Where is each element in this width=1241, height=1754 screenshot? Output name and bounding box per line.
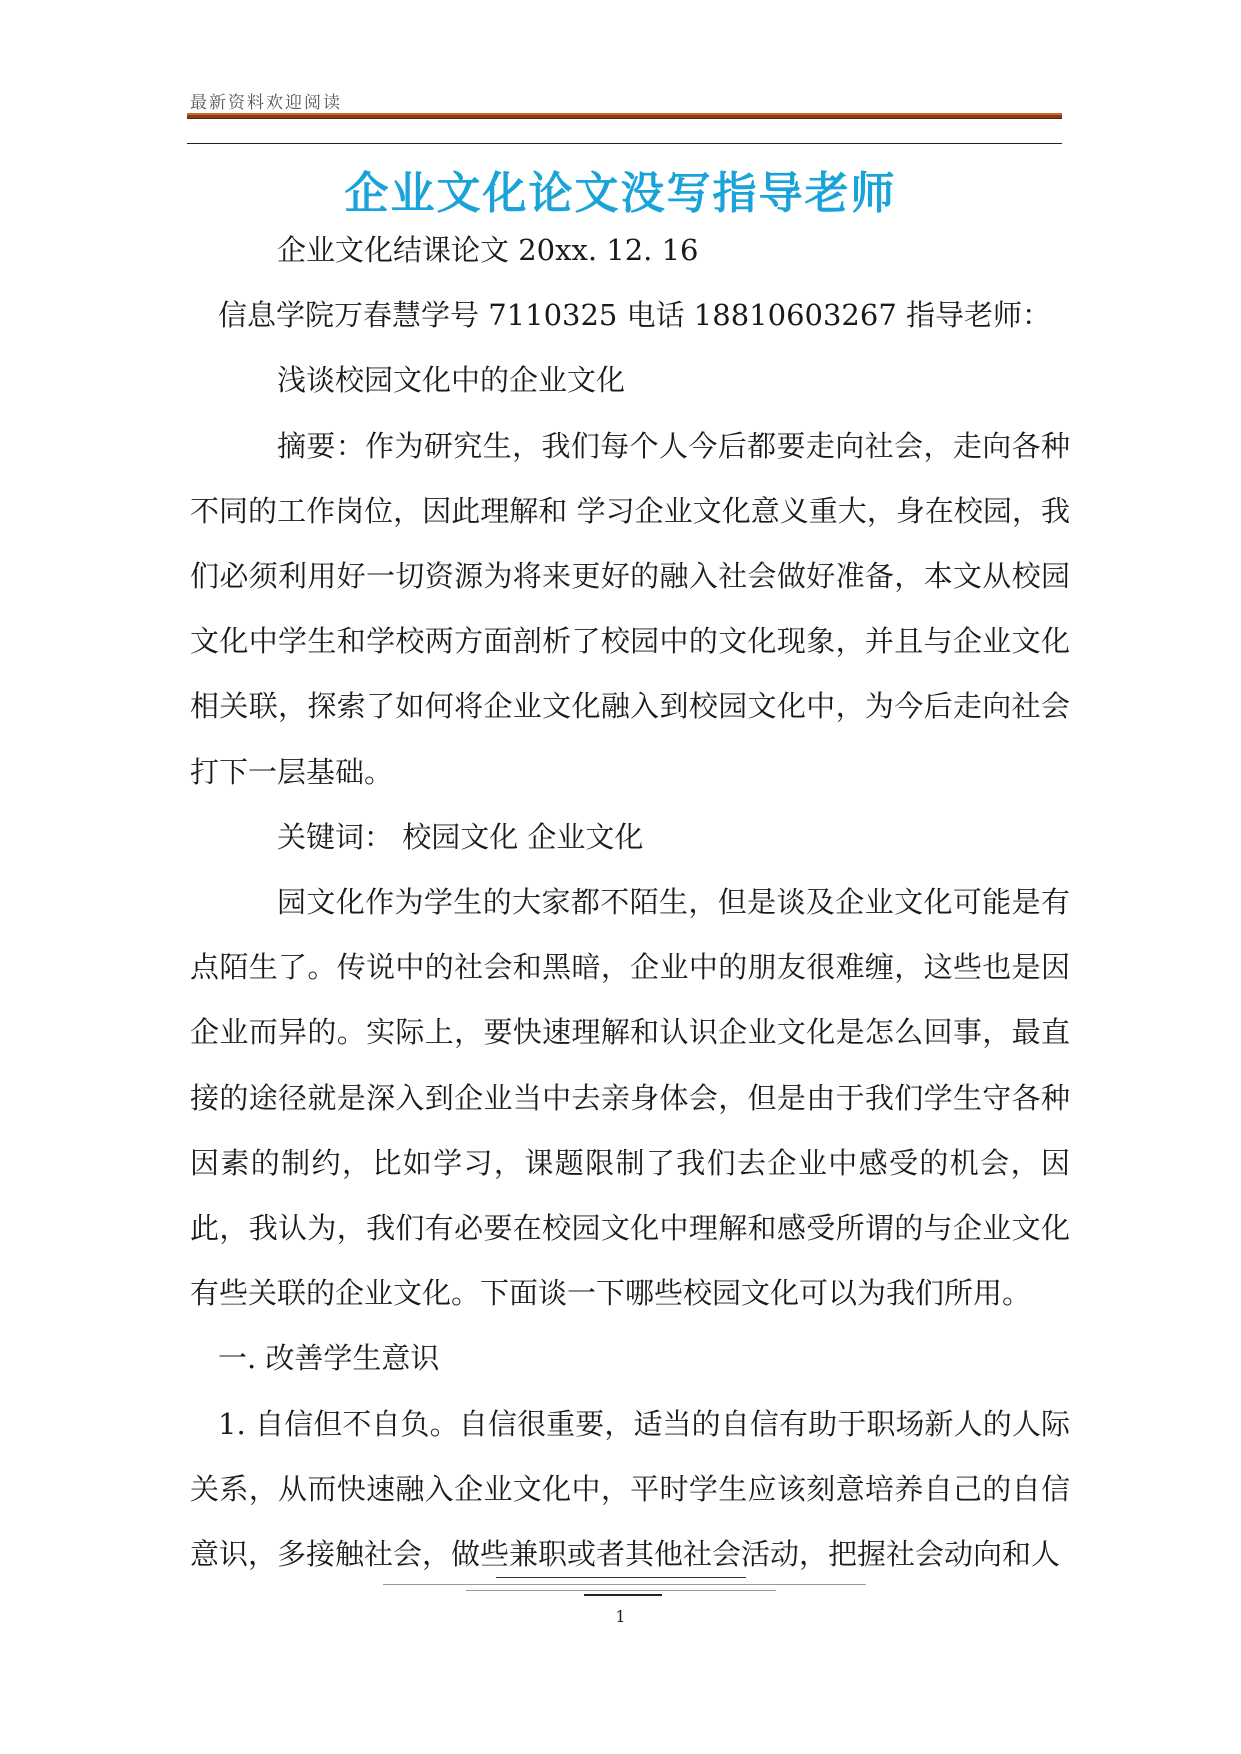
header-text: 最新资料欢迎阅读 xyxy=(190,93,342,113)
author-line: 信息学院万春慧学号 7110325 电话 18810603267 指导老师： xyxy=(218,298,1051,333)
document-title: 企业文化论文没写指导老师 xyxy=(344,168,897,219)
page-number: 1 xyxy=(615,1607,626,1626)
course-line: 企业文化结课论文 20xx. 12. 16 xyxy=(277,233,699,267)
subtitle: 浅谈校园文化中的企业文化 xyxy=(277,363,626,398)
body-text xyxy=(190,218,1070,1587)
keywords-line: 关键词： 校园文化 企业文化 xyxy=(277,819,644,854)
body-paragraph-1: 园文化作为学生的大家都不陌生，但是谈及企业文化可能是有点陌生了。传说中的社会和黑暗，企业中的朋友很难缠，这些也是因企业而异的。实际上，要快速理解和认识企业文化是怎么回事，最直接的途径就是深入到企业当中去亲身体会，但是由于我们学生守各种因素的制约，比如学习，课题限制了我们去企业中感受的机会，因此，我认为，我们有必要在校园文化中理解和感受所谓的与企业文化有些关联的企业文化。下面谈一下哪些校园文化可以为我们所用。 xyxy=(190,885,1070,1311)
footer-rule-short xyxy=(584,1594,662,1596)
section-heading-1: 一. 改善学生意识 xyxy=(218,1341,440,1376)
abstract-paragraph: 摘要：作为研究生，我们每个人今后都要走向社会，走向各种不同的工作岗位，因此理解和 学习企业文化意义重大，身在校园，我们必须利用好一切资源为将来更好的融入社会做好准备，本文从校园文化中学生和学校两方面剖析了校园中的文化现象，并且与企业文化相关联，探索了如何将企业文化融入到校园文化中，为今后走向社会打下一层基础。 xyxy=(190,428,1070,789)
header-rule-thick xyxy=(187,113,1062,119)
header-rule-thin xyxy=(187,143,1062,144)
footer-rule-mid xyxy=(383,1584,866,1585)
footer-rule-left xyxy=(466,1590,776,1591)
body-paragraph-2: 1. 自信但不自负。自信很重要，适当的自信有助于职场新人的人际关系，从而快速融入企业文化中，平时学生应该刻意培养自己的自信意识，多接触社会，做些兼职或者其他社会活动，把握社会动向和人 xyxy=(190,1406,1070,1572)
footer-rule-top xyxy=(496,1577,746,1578)
